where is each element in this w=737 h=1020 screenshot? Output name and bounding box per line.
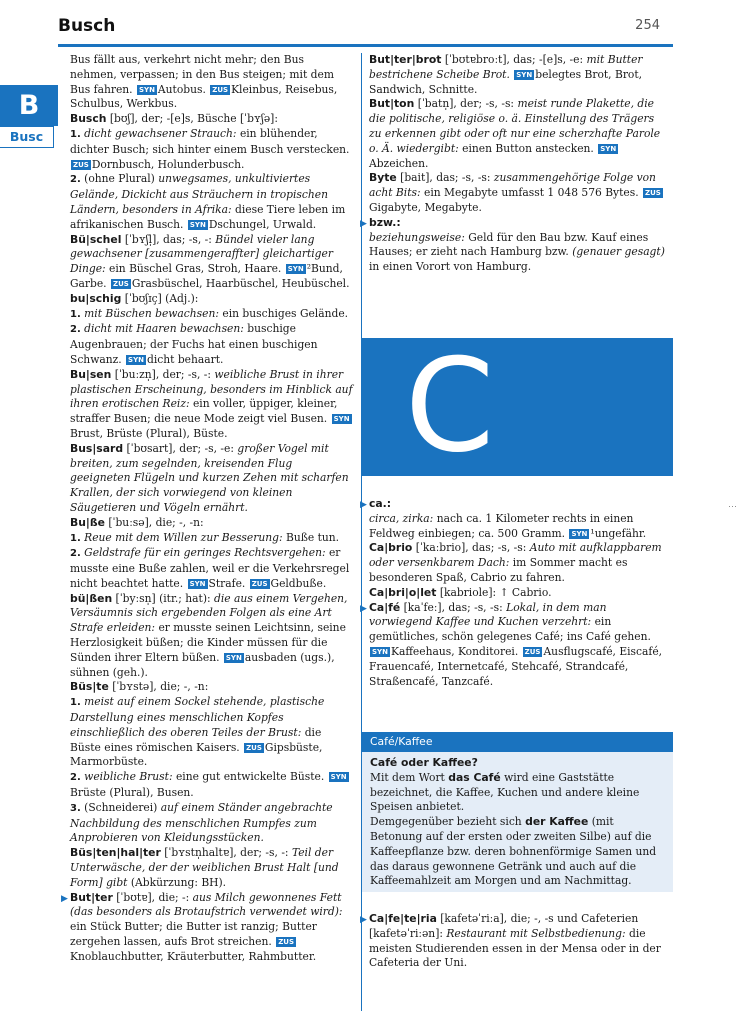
headword: Bu|sen [70, 367, 112, 381]
headword: Ca|fe|te|ria [369, 912, 437, 925]
page-header-word: Busch [58, 16, 116, 36]
headword: But|ton [369, 97, 415, 111]
sense: 2. (ohne Plural) unwegsames, unkultiviertes Gelände, Dickicht aus Sträuchern in tropischen Ländern, besonders in Afrika: diese Tiere leben im afrikanischen Busch. SYN Dschungel, Urwald. [70, 172, 346, 231]
headword: Bus|sard [70, 441, 124, 455]
entry-byte: Byte [bait], das; -s, -s: zusammengehörige Folge von acht Bits: ein Megabyte umfasst 1 048 576 Bytes. ZUSGigabyte, Megabyte. [369, 171, 661, 214]
entry-butter: ▶ But|ter [ˈbʊtɐ], die; -: aus Milch gewonnenes Fett (das besonders als Brotaufstrich verwendet wird): ein Stück Butter; die Butter ist ranzig; Butter zergehen lassen, aufs Brot streichen. ZUSKnoblauchbutter, Kräuterbutter, Rahmbutter. [61, 890, 343, 963]
section-letter: C [405, 332, 495, 481]
syn-tag: SYN [333, 415, 350, 424]
sense: 1. Reue mit dem Willen zur Besserung: Buße tun. [70, 530, 340, 544]
entry-buestenhalter: Büs|ten|hal|ter [ˈbʏstn̩haltɐ], der; -s, -: Teil der Unterwäsche, der der weiblichen Brust Halt [und Form] gibt (Abkürzung: BH). [70, 846, 339, 889]
entry-buschig: bu|schig [ˈbʊʃɪç] (Adj.): 1. mit Büschen bewachsen: ein buschiges Gelände. 2. dicht mit Haaren bewachsen: buschige Augenbrauen; der Fuchs hat einen buschigen Schwanz. SYN dicht behaart. [70, 292, 354, 368]
syn-tag: SYN [372, 647, 388, 656]
headword: bzw.: [369, 215, 401, 229]
syn-tag: SYN [128, 355, 144, 364]
headword: Ca|fé [369, 600, 401, 614]
headword: Bu|ße [70, 515, 105, 529]
entry-bussard: Bus|sard [ˈbʊsart], der; -s, -e: großer Vogel mit breiten, zum segelnden, kreisenden Flug geeigneten Flügeln und kurzen Zehen mit scharfen Krallen, der sich vorwiegend von kleinen Säugetieren und Vögeln ernährt. [70, 441, 349, 514]
left-column [61, 53, 354, 965]
entry-busch: Busch [bʊʃ], der; -[e]s, Büsche [ˈbʏʃə]: 1. dicht gewachsener Strauch: ein blühender, dichter Busch; sich hinter einem Busch verstecken. ZUS Dornbusch, Holunderbusch. 2. (ohne Plural) unwegsames, unkultiviertes Gelände, Dickicht aus Sträuchern in tropischen Ländern, besonders in Afrika: diese Tiere leben im afrikanischen Busch. SYN Dschungel, Urwald. [70, 112, 354, 232]
headword: But|ter|brot [369, 53, 442, 66]
sense: 1. dicht gewachsener Strauch: ein blühender, dichter Busch; sich hinter einem Busch verstecken. ZUS Dornbusch, Holunderbusch. [70, 126, 350, 171]
zus-tag: ZUS [278, 938, 294, 947]
entry-cafeteria: ▶ Ca|fe|te|ria [kafetəˈriːa], die; -, -s und Cafeterien [kafetəˈriːən]: Restaurant mit Selbstbedienung: die meisten Studierenden essen in der Mensa oder in der Cafeteria der Uni. [360, 912, 661, 970]
headword: But|ter [70, 890, 113, 904]
entry-bueschel: Bü|schel [ˈbʏʃl̩], das; -s, -: Bündel vieler lang gewachsener [zusammengeraffter] gleichartiger Dinge: ein Büschel Gras, Stroh, Haare. SYN ²Bund, Garbe. ZUS Grasbüschel, Haarbüschel, Heubüschel. [70, 232, 350, 290]
entry-bueste: Büs|te [ˈbʏstə], die; -, -n: 1. meist auf einem Sockel stehende, plastische Darstellung eines menschlichen Kopfes einschließlich des oberen Teiles der Brust: die Büste eines römischen Kaisers. ZUS Gipsbüste, Marmorbüste. 2. weibliche Brust: eine gut entwickelte Büste. SYNBrüste (Plural), Busen. 3. (Schneiderei) auf einem Ständer angebrachte Nachbildung des menschlichen Rumpfes zum Anprobieren von Kleidungsstücken. [70, 680, 354, 846]
entry-cafe: ▶ Ca|fé [kaˈfeː], das; -s, -s: Lokal, in dem man vorwiegend Kaffee und Kuchen verzehrt: ein gemütliches, schön gelegenes Café; ins Café gehen. SYN Kaffeehaus, Konditorei. ZUS Ausflugscafé, Eiscafé, Frauencafé, Internetcafé, Stehcafé, Strandcafé, Straßencafé, Tanzcafé. [360, 600, 663, 688]
right-column-middle [360, 497, 669, 689]
headword: Busch [70, 112, 107, 126]
page-number: 254 [635, 18, 660, 33]
triangle-marker-icon: ▶ [360, 500, 367, 510]
header-rule [58, 44, 673, 47]
syn-tag: SYN [189, 220, 206, 229]
right-column-top [360, 53, 669, 275]
entry-busse: Bu|ße [ˈbuːsə], die; -, -n: 1. Reue mit dem Willen zur Besserung: Buße tun. 2. Geldstrafe für ein geringes Rechtsvergehen: er musste eine Buße zahlen, weil er die Verkehrsregel nicht beachtet hatte. SYN Strafe. ZUS Geldbuße. [70, 516, 354, 592]
syn-tag: SYN [225, 653, 242, 662]
triangle-marker-icon: ▶ [61, 893, 68, 904]
headword: Büs|te [70, 680, 109, 694]
zus-tag: ZUS [524, 647, 541, 656]
entry-cabrio: Ca|brio [ˈkaːbrio], das; -s, -s: Auto mit aufklappbarem oder versenkbarem Dach: im Sommer macht es besonderen Spaß, Cabrio zu fahren. [369, 541, 662, 584]
triangle-marker-icon: ▶ [360, 218, 367, 229]
thumb-tab-word: Busc [0, 126, 54, 148]
zus-tag: ZUS [212, 85, 229, 94]
entry-butterbrot: But|ter|brot [ˈbʊtɐbroːt], das; -[e]s, -e: mit Butter bestrichene Scheibe Brot. SYN belegtes Brot, Brot, Sandwich, Schnitte. [369, 53, 643, 96]
entry-busen: Bu|sen [ˈbuːzn̩], der; -s, -: weibliche Brust in ihrer plastischen Erscheinung, besonders im Hinblick auf ihren erotischen Reiz: ein voller, üppiger, kleiner, straffer Busen; die neue Mode zeigt viel Busen. SYNBrust, Brüste (Plural), Büste. [70, 367, 353, 440]
syn-tag: SYN [189, 579, 206, 588]
headword: bu|schig [70, 291, 122, 305]
sense: 1. mit Büschen bewachsen: ein buschiges Gelände. [70, 306, 349, 320]
syn-tag: SYN [516, 70, 533, 79]
right-column-bottom [360, 912, 669, 971]
syn-tag: SYN [571, 529, 588, 538]
info-box [362, 732, 673, 892]
triangle-marker-icon: ▶ [360, 915, 367, 925]
info-box-title: Café/Kaffee [362, 732, 673, 752]
headword: Ca|brio [369, 541, 413, 555]
info-box-question: Café oder Kaffee? [370, 756, 478, 769]
thumb-tab-letter: B [0, 85, 58, 126]
syn-tag: SYN [287, 265, 304, 274]
zus-tag: ZUS [73, 160, 89, 169]
sense: 2. weibliche Brust: eine gut entwickelte Büste. SYNBrüste (Plural), Busen. [70, 770, 347, 800]
entry-buessen: bü|ßen [ˈbyːsn̩] (itr.; hat): die aus einem Vergehen, Versäumnis sich ergebenden Folgen als eine Art Strafe erleiden: er musste seinen Leichtsinn, seine Herzlosigkeit büßen; die Kinder müssen für die Sünden ihrer Eltern büßen. SYN ausbaden (ugs.), sühnen (geh.). [70, 591, 348, 679]
sense: 3. (Schneiderei) auf einem Ständer angebrachte Nachbildung des menschlichen Rumpfes zum Anprobieren von Kleidungsstücken. [70, 800, 333, 845]
info-box-body: Café oder Kaffee? Mit dem Wort das Café wird eine Gaststätte bezeichnet, die Kaffee, Kuchen und andere kleine Speisen anbietet. Demgegenüber bezieht sich der Kaffee (mit Betonung auf der ersten oder zweiten Silbe) auf die Kaffeepflanze bzw. deren bohnenförmige Samen und das daraus gewonnene Getränk und auch auf die Kaffeemahlzeit am Morgen und am Nachmittag. [362, 752, 673, 889]
headword: bü|ßen [70, 591, 113, 605]
entry-bzw: ▶ bzw.: beziehungsweise: Geld für den Bau bzw. Kauf eines Hauses; er zieht nach Hamburg bzw. (genauer gesagt) in einen Vorort von Hamburg. [360, 215, 665, 274]
sense: 2. Geldstrafe für ein geringes Rechtsvergehen: er musste eine Buße zahlen, weil er die Verkehrsregel nicht beachtet hatte. SYN Strafe. ZUS Geldbuße. [70, 546, 350, 590]
syn-tag: SYN [600, 144, 617, 153]
syn-tag: SYN [330, 773, 347, 782]
syn-tag: SYN [138, 85, 155, 94]
zus-tag: ZUS [645, 189, 661, 198]
entry-cabriolet: Ca|bri|o|let [kabriole]: ↑ Cabrio. [369, 585, 552, 599]
triangle-marker-icon: ▶ [360, 603, 367, 614]
edge-mark: ⋯ [728, 502, 737, 512]
headword: Büs|ten|hal|ter [70, 846, 161, 860]
sense: 2. dicht mit Haaren bewachsen: buschige Augenbrauen; der Fuchs hat einen buschigen Schwanz. SYN dicht behaart. [70, 322, 318, 366]
headword: Ca|bri|o|let [369, 585, 437, 599]
zus-tag: ZUS [113, 279, 129, 288]
entry-ca: ▶ ca.: circa, zirka: nach ca. 1 Kilometer rechts in einen Feldweg einbiegen; ca. 500 Gramm. SYN ¹ungefähr. [360, 497, 647, 540]
headword: ca.: [369, 497, 392, 510]
entry-button: But|ton [ˈbatn̩], der; -s, -s: meist runde Plakette, die die politische, religiöse o. ä. Einstellung des Trägers zu erkennen gibt oder oft nur eine scherzhafte Parole o. Ä. wiedergibt: einen Button anstecken. SYNAbzeichen. [369, 97, 661, 170]
zus-tag: ZUS [251, 579, 268, 588]
zus-tag: ZUS [246, 743, 262, 752]
headword: Bü|schel [70, 232, 122, 246]
sense: 1. meist auf einem Sockel stehende, plastische Darstellung eines menschlichen Kopfes einschließlich des oberen Teiles der Brust: die Büste eines römischen Kaisers. ZUS Gipsbüste, Marmorbüste. [70, 695, 325, 769]
headword: Byte [369, 171, 397, 185]
entry-bus-continued: Bus fällt aus, verkehrt nicht mehr; den Bus nehmen, verpassen; in den Bus steigen; mit dem Bus fahren. SYN Autobus. ZUS Kleinbus, Reisebus, Schulbus, Werkbus. [70, 53, 338, 111]
